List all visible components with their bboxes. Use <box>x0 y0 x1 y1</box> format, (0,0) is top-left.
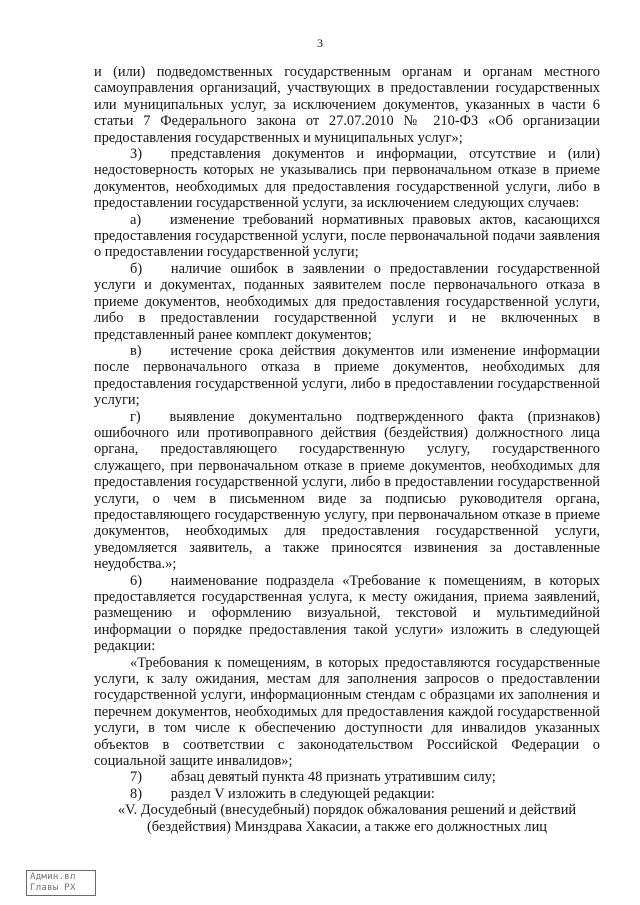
paragraph-item-7: 7) абзац девятый пункта 48 признать утратившим силу; <box>130 769 496 786</box>
paragraph-subitem-v: в) истечение срока действия документов или изменение информации после первоначального отказа в приеме документов, необходимых для предоставления государственной услуги, либо в предоставлении государственной услуги; <box>94 342 600 409</box>
paragraph-item-6: 6) наименование подраздела «Требование к помещениям, в которых предоставляется государственная услуга, к месту ожидания, приема заявлений, размещению и оформлению визуальной, текстовой и мультимедийной информации о порядке предоставления такой услуги» изложить в следующей редакции: <box>94 572 600 655</box>
paragraph-item-3: 3) представления документов и информации, отсутствие и (или) недостоверность которых не указывались при первоначальном отказе в приеме документов, необходимых для предоставления государственной услуги, либо в предоставлении государственной услуги, за исключением следующих случаев: <box>94 146 600 212</box>
section-title <box>94 802 600 835</box>
paragraph-subitem-a: а) изменение требований нормативных правовых актов, касающихся предоставления государственной услуги, после первоначальной подачи заявления о предоставлении государственной услуги; <box>94 211 600 261</box>
paragraph-continuation: и (или) подведомственных государственным органам и органам местного самоуправления организаций, участвующих в предоставлении государственных или муниципальных услуг, за исключением документов, указанных в части 6 статьи 7 Федерального закона от 27.07.2010 № 210-ФЗ «Об организации предоставления государственных и муниципальных услуг»; <box>94 64 600 146</box>
paragraph-subitem-g: г) выявление документально подтвержденного факта (признаков) ошибочного или противоправного действия (бездействия) должностного лица органа, предоставляющего государственную услугу, государственного служащего, при первоначальном отказе в приеме документов, необходимых для предоставления государственной услуги, либо в предоставлении государственной услуги, о чем в письменном виде за подписью руководителя органа, предоставляющего государственную услугу, при первоначальном отказе в приеме документов, необходимых для предоставления государственной услуги, уведомляется заявитель, а также приносятся извинения за доставленные неудобства.»; <box>94 408 600 573</box>
paragraph-subitem-b: б) наличие ошибок в заявлении о предоставлении государственной услуги и документах, поданных заявителем после первоначального отказа в приеме документов, необходимых для предоставления государственной услуги, либо в предоставлении государственной услуги и не включенных в представленный ранее комплект документов; <box>94 260 600 343</box>
registration-stamp <box>26 870 96 896</box>
page-number: 3 <box>317 36 323 50</box>
paragraph-item-8: 8) раздел V изложить в следующей редакции: <box>130 785 435 802</box>
stamp-line-2: Главы РХ <box>30 883 76 893</box>
section-title-line-2: (бездействия) Минздрава Хакасии, а также его должностных лиц <box>147 818 547 835</box>
stamp-line-1: Админ.вл <box>30 872 76 882</box>
document-body <box>94 64 600 835</box>
paragraph-quoted-heading: «Требования к помещениям, в которых предоставляются государственные услуги, к залу ожидания, местам для заполнения запросов о предоставлении государственной услуги, информационным стендам с образцами их заполнения и перечнем документов, необходимых для предоставления каждой государственной услуги, в том числе к обеспечению доступности для инвалидов указанных объектов в соответствии с законодательством Российской Федерации о социальной защите инвалидов»; <box>94 654 600 770</box>
section-title-line-1: «V. Досудебный (внесудебный) порядок обжалования решений и действий <box>117 802 577 819</box>
